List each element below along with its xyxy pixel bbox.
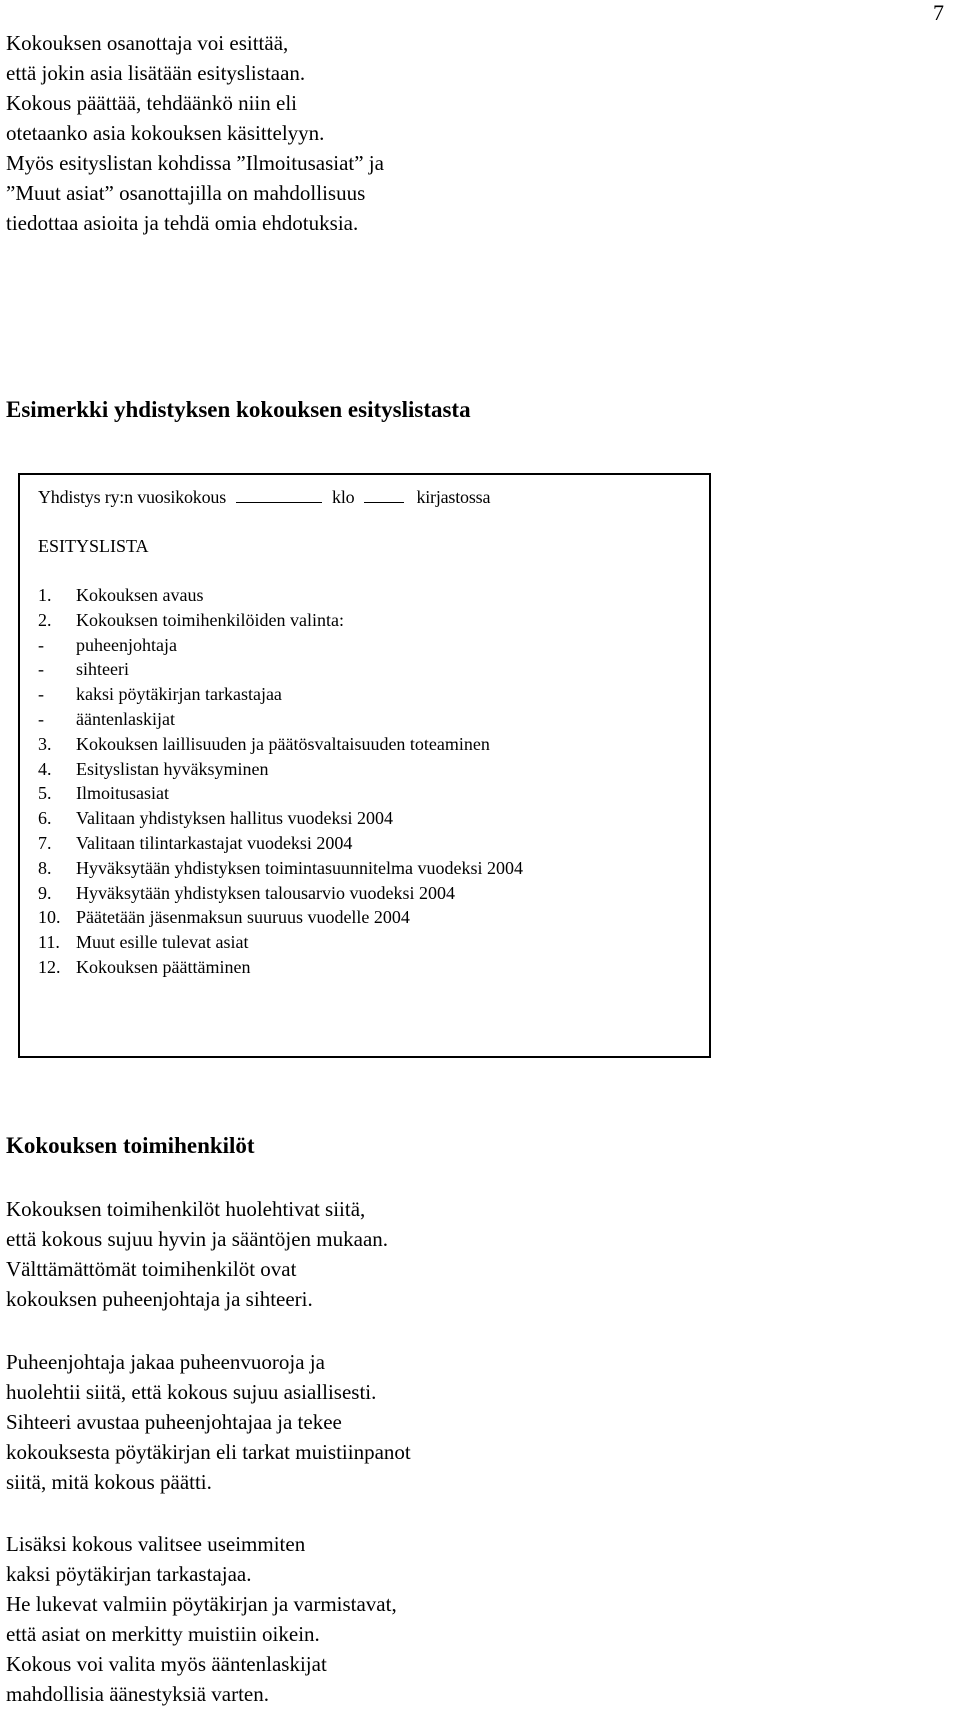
officers-paragraph bbox=[6, 1194, 388, 1314]
agenda-item-marker: 3. bbox=[38, 733, 52, 754]
text-line: kokouksen puheenjohtaja ja sihteeri. bbox=[6, 1287, 313, 1311]
agenda-subitem bbox=[38, 657, 523, 682]
example-heading: Esimerkki yhdistyksen kokouksen esityslistasta bbox=[6, 397, 471, 422]
text-line: Kokous päättää, tehdäänkö niin eli bbox=[6, 91, 297, 115]
agenda-heading: ESITYSLISTA bbox=[38, 536, 149, 556]
text-line: Myös esityslistan kohdissa ”Ilmoitusasiat” ja bbox=[6, 151, 384, 175]
text-line: kokouksesta pöytäkirjan eli tarkat muistiinpanot bbox=[6, 1440, 411, 1464]
agenda-item-text: Valitaan yhdistyksen hallitus vuodeksi 2004 bbox=[76, 808, 393, 829]
chair-secretary-paragraph bbox=[6, 1347, 411, 1497]
page-number: 7 bbox=[933, 0, 944, 25]
agenda-item-marker: 6. bbox=[38, 808, 52, 829]
agenda-subitem bbox=[38, 682, 523, 707]
agenda-item bbox=[38, 856, 523, 881]
agenda-item bbox=[38, 955, 523, 980]
agenda-subitem bbox=[38, 633, 523, 658]
agenda-item-text: Kokouksen avaus bbox=[76, 585, 204, 605]
text-line: että kokous sujuu hyvin ja sääntöjen mukaan. bbox=[6, 1227, 389, 1251]
agenda-list bbox=[38, 583, 523, 980]
agenda-item-marker: - bbox=[38, 684, 44, 705]
text-line: ”Muut asiat” osanottajilla on mahdollisuus bbox=[6, 181, 366, 205]
agenda-item-marker: 11. bbox=[38, 932, 60, 953]
text-line: siitä, mitä kokous päätti. bbox=[6, 1470, 212, 1494]
agenda-item bbox=[38, 757, 523, 782]
text-line: Välttämättömät toimihenkilöt ovat bbox=[6, 1257, 297, 1281]
agenda-item-text: Kokouksen päättäminen bbox=[76, 956, 251, 977]
agenda-item-text: Kokouksen laillisuuden ja päätösvaltaisuuden toteaminen bbox=[76, 733, 490, 754]
agenda-item bbox=[38, 781, 523, 806]
agenda-item-marker: 10. bbox=[38, 907, 61, 928]
agenda-item-text: Muut esille tulevat asiat bbox=[76, 932, 249, 953]
agenda-item-marker: 4. bbox=[38, 758, 52, 779]
agenda-item-marker: 7. bbox=[38, 832, 52, 853]
agenda-item-text: puheenjohtaja bbox=[76, 634, 177, 655]
minutes-checkers-paragraph bbox=[6, 1529, 397, 1709]
text-line: että jokin asia lisätään esityslistaan. bbox=[6, 61, 306, 85]
agenda-item-marker: 12. bbox=[38, 956, 61, 977]
blank-date-line bbox=[236, 488, 322, 503]
agenda-item bbox=[38, 905, 523, 930]
agenda-item bbox=[38, 583, 523, 608]
agenda-item-marker: 5. bbox=[38, 783, 52, 804]
agenda-item bbox=[38, 732, 523, 757]
text-line: huolehtii siitä, että kokous sujuu asiallisesti. bbox=[6, 1380, 377, 1404]
agenda-item bbox=[38, 806, 523, 831]
text-line: Lisäksi kokous valitsee useimmiten bbox=[6, 1532, 306, 1556]
agenda-item-text: Hyväksytään yhdistyksen toimintasuunnitelma vuodeksi 2004 bbox=[76, 857, 523, 878]
agenda-title-text: kirjastossa bbox=[416, 487, 491, 507]
agenda-item-marker: 2. bbox=[38, 609, 52, 630]
agenda-item bbox=[38, 608, 523, 633]
text-line: Kokous voi valita myös ääntenlaskijat bbox=[6, 1652, 327, 1676]
text-line: Puheenjohtaja jakaa puheenvuoroja ja bbox=[6, 1350, 325, 1374]
agenda-item-marker: 9. bbox=[38, 882, 52, 903]
text-line: otetaanko asia kokouksen käsittelyyn. bbox=[6, 121, 325, 145]
agenda-item-text: Valitaan tilintarkastajat vuodeksi 2004 bbox=[76, 832, 353, 853]
text-line: kaksi pöytäkirjan tarkastajaa. bbox=[6, 1562, 252, 1586]
agenda-item-text: Hyväksytään yhdistyksen talousarvio vuodeksi 2004 bbox=[76, 882, 455, 903]
agenda-item bbox=[38, 831, 523, 856]
agenda-title-text: klo bbox=[332, 487, 355, 507]
agenda-item-text: Päätetään jäsenmaksun suuruus vuodelle 2004 bbox=[76, 907, 410, 928]
agenda-title-text: Yhdistys ry:n vuosikokous bbox=[38, 487, 227, 507]
text-line: tiedottaa asioita ja tehdä omia ehdotuksia. bbox=[6, 211, 359, 235]
agenda-item-text: Ilmoitusasiat bbox=[76, 783, 169, 804]
agenda-item bbox=[38, 881, 523, 906]
agenda-item-marker: - bbox=[38, 708, 44, 729]
agenda-item-marker: - bbox=[38, 634, 44, 655]
agenda-item-text: kaksi pöytäkirjan tarkastajaa bbox=[76, 684, 282, 705]
agenda-item-marker: 8. bbox=[38, 857, 52, 878]
text-line: He lukevat valmiin pöytäkirjan ja varmistavat, bbox=[6, 1592, 397, 1616]
agenda-item-marker: - bbox=[38, 659, 44, 680]
text-line: Kokouksen osanottaja voi esittää, bbox=[6, 31, 289, 55]
intro-paragraph bbox=[6, 28, 384, 238]
agenda-item-text: ääntenlaskijat bbox=[76, 708, 175, 729]
text-line: että asiat on merkitty muistiin oikein. bbox=[6, 1622, 320, 1646]
agenda-item-text: Kokouksen toimihenkilöiden valinta: bbox=[76, 609, 344, 630]
agenda-item bbox=[38, 930, 523, 955]
agenda-item-text: Esityslistan hyväksyminen bbox=[76, 758, 269, 779]
text-line: mahdollisia äänestyksiä varten. bbox=[6, 1682, 270, 1706]
blank-time-line bbox=[364, 488, 404, 503]
agenda-title bbox=[38, 485, 490, 509]
agenda-item-marker: 1. bbox=[38, 585, 52, 605]
agenda-subitem bbox=[38, 707, 523, 732]
agenda-item-text: sihteeri bbox=[76, 659, 129, 680]
officers-heading: Kokouksen toimihenkilöt bbox=[6, 1133, 255, 1158]
text-line: Sihteeri avustaa puheenjohtajaa ja tekee bbox=[6, 1410, 342, 1434]
agenda-box bbox=[18, 473, 711, 1058]
text-line: Kokouksen toimihenkilöt huolehtivat siitä, bbox=[6, 1197, 366, 1221]
